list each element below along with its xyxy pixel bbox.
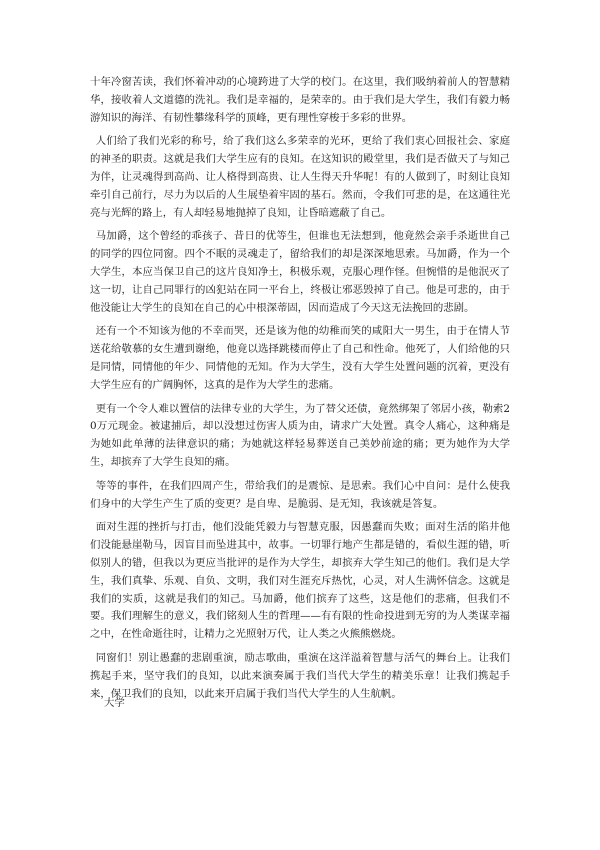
footer-label: 大学 — [104, 697, 125, 709]
paragraph-8: 同窗们！别让愚蠢的悲剧重演，励志歌曲，重演在这洋溢着智慧与活气的舞台上。让我们携起手来，坚守我们的良知，以此来演奏属于我们当代大学生的精美乐章！让我们携起手来，保卫我们的良知，以此来开启属于我们当代大学生的人生航帆。 — [90, 651, 510, 700]
paragraph-4: 还有一个不知该为他的不幸而哭，还是该为他的幼稚而笑的咸阳大一男生，由于在情人节送花给敬慕的女生遭到谢绝，他竟以选择跳楼而停止了自己和性命。他死了，人们给他的只是同情，同情他的年少、同情他的无知。作为大学生，没有大学生处置问题的沉着，更没有大学生应有的广阔胸怀，这真的是作为大学生的悲痛。 — [90, 325, 510, 391]
paragraph-2: 人们给了我们光彩的称号，给了我们这么多荣幸的光环，更给了我们衷心回报社会、家庭的神圣的职责。这就是我们大学生应有的良知。在这知识的殿堂里，我们是否做天了与知己为伴，让灵魂得到高尚、让人格得到高贵、让人生得天升华呢！有的人做到了，时刻让良知牵引自己前行，尽力为以后的人生展垫着牢固的基石。然而，令我们可悲的是，在这通往光亮与光辉的路上，有人却轻易地抛掉了良知，让昏暗遮蔽了自己。 — [90, 135, 510, 219]
paragraph-1: 十年冷窗苦读，我们怀着冲动的心境跨进了大学的校门。在这里，我们吸纳着前人的智慧精华，接收着人文道德的洗礼。我们是幸福的，是荣幸的。由于我们是大学生，我们有毅力畅游知识的海洋、有韧性攀缘科学的顶峰，更有理性穿梭于多彩的世界。 — [90, 76, 510, 124]
paragraph-5: 更有一个令人难以置信的法律专业的大学生，为了替父还债，竟然绑架了邻居小孩，勒索20万元现金。被逮捕后，却以没想过伤害人质为由，请求广大处置。真令人痛心，这种痛是为她如此单薄的法律意识的痛；为她就这样轻易葬送自己美妙前途的痛；更为她作为大学生，却摈弃了大学生良知的痛。 — [90, 402, 510, 468]
paragraph-7: 面对生涯的挫折与打击，他们没能凭毅力与智慧克服，因愚蠢而失败；面对生活的陷井他们没能悬崖勒马，因盲目而坠进其中，故事。一切罪行地产生都是错的，看似生涯的错，听似别人的错，但我以为更应当批评的是作为大学生，却摈弃大学生知己的他们。我们是大学生，我们真挚、乐观、自负、文明，我们对生涯充斥热忱，心灵，对人生满怀信念。这就是我们的实质，这就是我们的知己。马加爵，他们摈弃了这些，这是他们的悲痛，但我们不要。我们理解生的意义，我们铭刻人生的哲理——有有限的性命投进到无穷的为人类谋幸福之中，在性命逝往时，让精力之光照射万代，让人类之火熊熊燃烧。 — [90, 521, 510, 641]
paragraph-3: 马加爵，这个曾经的乖孩子、昔日的优等生，但谁也无法想到，他竟然会亲手杀逝世自己的同学的四位同窗。四个不眠的灵魂走了，留给我们的却是深深地思索。马加爵，作为一个大学生，本应当保卫自己的这片良知净土，积极乐观，克服心理作怪。但惋惜的是他泯灭了这一切，让自己同罪行的凶犯站在同一平台上，终极让邪恶毁掉了自己。他是可悲的，由于他没能让大学生的良知在自己的心中根深蒂固，因而造成了今天这无法挽回的悲剧。 — [90, 230, 510, 314]
paragraph-6: 等等的事件，在我们四周产生，带给我们的是震惊、是思索。我们心中自问：是什么使我们身中的大学生产生了质的变更？是自卑、是脆弱、是无知，我该就是答复。 — [90, 479, 510, 510]
document-page — [90, 74, 510, 709]
